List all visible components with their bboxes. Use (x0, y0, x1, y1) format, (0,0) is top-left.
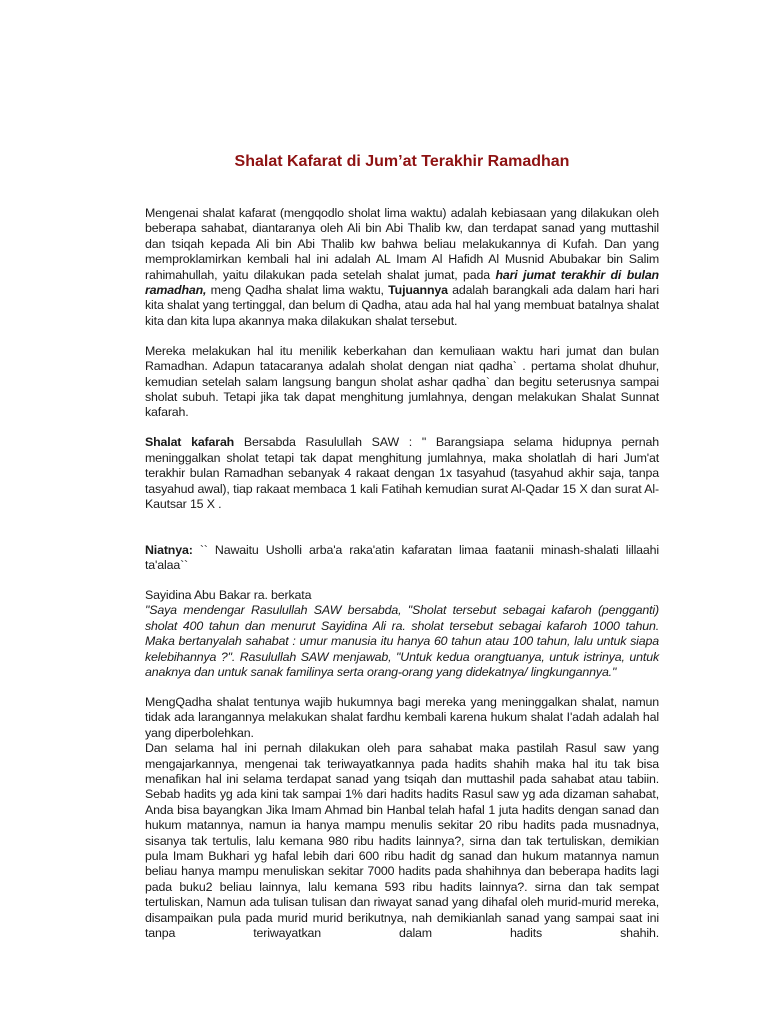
intro-text-1: Mengenai shalat kafarat (mengqodlo sholat lima waktu) adalah kebiasaan yang dilakukan oleh beberapa sahabat, diantaranya oleh Ali bin Abi Thalib kw, dan terdapat sanad yang muttashil dan tsiqah kepada Ali bin Abi Thalib kw bahwa beliau melakukannya di Kufah. Dan yang memproklamirkan kembali hal ini adalah AL Imam Al Hafidh Al Musnid Abubakar bin Salim rahimahullah, yaitu dilakukan pada setelah shalat jumat, pada (145, 206, 659, 282)
document-title: Shalat Kafarat di Jum’at Terakhir Ramadhan (234, 153, 570, 170)
niat-heading: Niatnya: (145, 542, 193, 557)
intro-text-3: adalah barangkali ada dalam hari hari kita shalat yang tertinggal, dan belum di Qadha, atau ada hal hal yang membuat batalnya shalat kita dan kita lupa akannya maka dilakukan shalat tersebut. (145, 283, 659, 328)
paragraph-shalat-kafarah (145, 435, 659, 512)
shalat-kafarah-text: Bersabda Rasulullah SAW : " Barangsiapa selama hidupnya pernah meninggalkan sholat tetapi tak dapat menghitung jumlahnya, maka sholatlah di hari Jum'at terakhir bulan Ramadhan sebanyak 4 rakaat dengan 1x tasyahud (tasyahud akhir saja, tanpa tasyahud awal), tiap rakaat membaca 1 kali Fatihah kemudian surat Al-Qadar 15 X dan surat Al-Kautsar 15 X . (145, 435, 659, 512)
intro-emphasis: hari jumat terakhir di bulan ramadhan, (145, 267, 659, 298)
paragraph-sahabat: Dan selama hal ini pernah dilakukan oleh para sahabat maka pastilah Rasul saw yang mengajarkannya, mengenai tak teriwayatkannya pada hadits shahih maka hal itu tak bisa menafikan hal ini selama terdapat sanad yang tsiqah dan muttashil pada sahabat atau tabiin. Sebab hadits yg ada kini tak sampai 1% dari hadits hadits Rasul saw yg ada dizaman sahabat, Anda bisa bayangkan Jika Imam Ahmad bin Hanbal telah hafal 1 juta hadits dengan sanad dan hukum matannya, namun ia hanya mampu menulis sekitar 20 ribu hadits pada musnadnya, sisanya tak tertulis, lalu kemana 980 ribu hadits lainnya?, sirna dan tak tertuliskan, demikian pula Imam Bukhari yg hafal lebih dari 600 ribu hadit dg sanad dan hukum matannya namun beliau hanya mampu menuliskan sekitar 7000 hadits pada shahihnya dan beberapa hadits lagi pada buku2 beliau lainnya, lalu kemana 593 ribu hadits lainnya?. sirna dan tak sempat tertuliskan, Namun ada tulisan tulisan dan riwayat sanad yang dihafal oleh murid-murid mereka, disampaikan pula pada murid murid berikutnya, nah demikianlah sanad yang sampai saat ini tanpa teriwayatkan dalam hadits shahih. (145, 741, 659, 941)
intro-text-2: meng Qadha shalat lima waktu, (206, 283, 389, 298)
paragraph-intro (145, 206, 659, 329)
document-body (145, 206, 659, 941)
shalat-kafarah-heading: Shalat kafarah (145, 435, 235, 450)
paragraph-niat (145, 543, 659, 574)
niat-text: `` Nawaitu Usholli arba'a raka'atin kafaratan limaa faatanii minash-shalati lillaahi ta'alaa`` (145, 542, 659, 572)
paragraph-mengqadha: MengQadha shalat tentunya wajib hukumnya bagi mereka yang meninggalkan shalat, namun tidak ada larangannya melakukan shalat fardhu kembali karena hukum shalat I'adah adalah hal yang diperbolehkan. (145, 694, 659, 740)
intro-bold-tujuannya: Tujuannya (388, 283, 448, 298)
paragraph-tatacara: Mereka melakukan hal itu menilik keberkahan dan kemuliaan waktu hari jumat dan bulan Ramadhan. Adapun tatacaranya adalah sholat dengan niat qadha` . pertama sholat dhuhur, kemudian setelah salam langsung bangun sholat ashar qadha` dan begitu seterusnya sampai sholat subuh. Tetapi jika tak dapat menghitung jumlahnya, dengan melakukan Shalat Sunnat kafarah. (145, 343, 659, 420)
abu-bakar-quote: "Saya mendengar Rasulullah SAW bersabda, "Sholat tersebut sebagai kafaroh (pengganti) sholat 400 tahun dan menurut Sayidina Ali ra. sholat tersebut sebagai kafaroh 1000 tahun. Maka bertanyalah sahabat : umur manusia itu hanya 60 tahun atau 100 tahun, lalu untuk siapa kelebihannya ?". Rasulullah SAW menjawab, "Untuk kedua orangtuanya, untuk istrinya, untuk anaknya dan untuk sanak familinya serta orang-orang yang didekatnya/ lingkungannya." (145, 603, 659, 679)
abu-bakar-intro: Sayidina Abu Bakar ra. berkata (145, 587, 312, 602)
